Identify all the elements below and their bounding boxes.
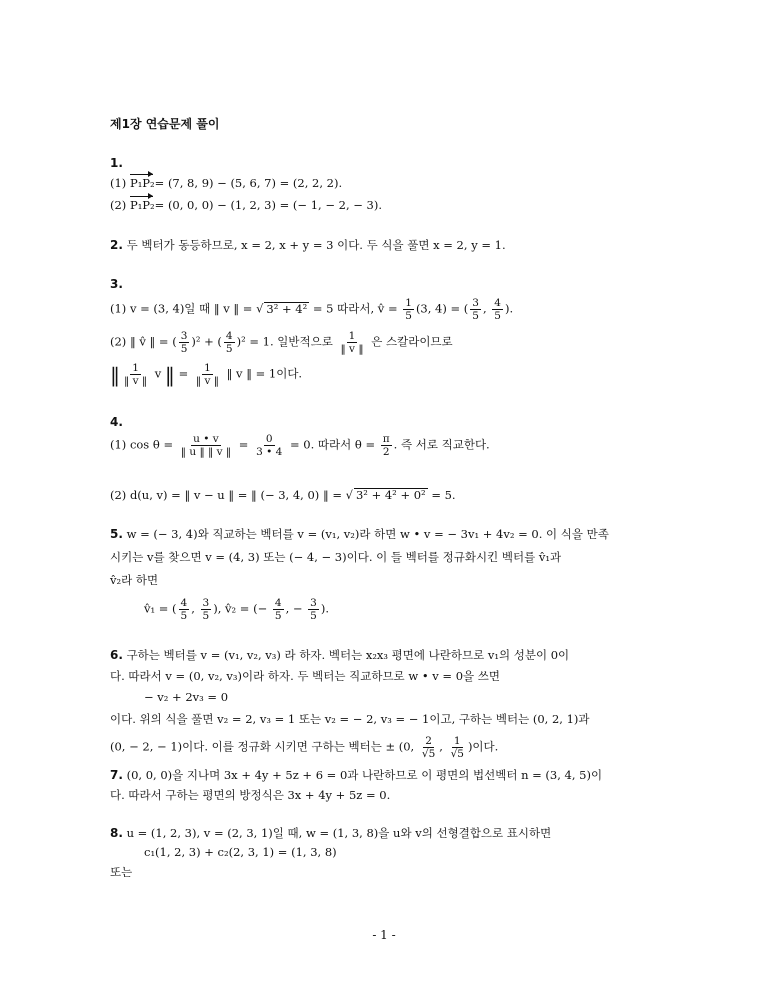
problem-6-line-2: 다. 따라서 v = (0, v₂, v₃)이라 하자. 두 벡터는 직교하므로 w • v = 0을 쓰면 bbox=[110, 669, 501, 683]
fraction: $\frac{2}{√5}$ bbox=[421, 735, 436, 761]
sqrt-radicand: 3² + 4² bbox=[266, 301, 308, 316]
text: )² = 1. 일반적으로 bbox=[236, 334, 337, 349]
equation-text: = (7, 8, 9) − (5, 6, 7) = (2, 2, 2). bbox=[154, 176, 343, 190]
text: w = (− 3, 4)와 직교하는 벡터를 v = (v₁, v₂)라 하면 w • v = − 3v₁ + 4v₂ = 0. 이 식을 만족 bbox=[122, 527, 609, 541]
problem-3-line-1: (1) v = (3, 4)일 때 ‖ v ‖ = √ 3² + 4² = 5 따라서, v̂ = $\frac{1}{5}$ (3, 4) = ( $\frac{3}{5}$ , $\frac{4}{5}$ ). bbox=[110, 297, 514, 323]
problem-1-line-2 bbox=[110, 199, 382, 213]
norm-bar: ‖ bbox=[110, 362, 120, 387]
fraction: $\frac{1}{‖ v ‖}$ bbox=[340, 330, 364, 356]
page-title: 제1장 연습문제 풀이 bbox=[110, 117, 220, 131]
problem-6-line-1 bbox=[110, 648, 569, 663]
problem-5-line-3: v̂₂라 하면 bbox=[110, 573, 159, 587]
norm-bar: ‖ bbox=[164, 362, 175, 387]
fraction: $\frac{\pi}{2}$ bbox=[382, 433, 390, 459]
fraction: $\frac{3}{5}$ bbox=[180, 330, 188, 356]
fraction: $\frac{4}{5}$ bbox=[180, 597, 188, 623]
fraction: $\frac{4}{5}$ bbox=[494, 297, 501, 323]
text: (3, 4) = ( bbox=[415, 301, 469, 316]
text: u = (1, 2, 3), v = (2, 3, 1)일 때, w = (1, 3, 8)을 u와 v의 선형결합으로 표시하면 bbox=[122, 826, 552, 840]
text: (0, 0, 0)을 지나며 3x + 4y + 5z + 6 = 0과 나란하므로 이 평면의 법선벡터 n = (3, 4, 5)이 bbox=[122, 768, 603, 782]
text: (0, − 2, − 1)이다. 이를 정규화 시키면 구하는 벡터는 ± (0, bbox=[110, 739, 418, 754]
text: ). bbox=[504, 301, 514, 316]
text: 은 스칼라이므로 bbox=[367, 334, 453, 349]
problem-6-line-3: − v₂ + 2v₃ = 0 bbox=[144, 690, 229, 704]
problem-5-number: 5. bbox=[110, 527, 123, 541]
problem-2-number: 2. bbox=[110, 238, 123, 252]
problem-3-number: 3. bbox=[110, 277, 123, 291]
problem-6-number: 6. bbox=[110, 648, 123, 662]
text: = 5 따라서, v̂ = bbox=[309, 301, 402, 316]
fraction: $\frac{1}{‖ v ‖}$ bbox=[124, 362, 148, 388]
text: (2) ‖ v̂ ‖ = ( bbox=[110, 334, 177, 349]
text: (1) v = (3, 4)일 때 ‖ v ‖ = bbox=[110, 301, 257, 316]
problem-5-line-1 bbox=[110, 527, 609, 542]
problem-4-line-1 bbox=[110, 433, 490, 458]
text: 구하는 벡터를 v = (v₁, v₂, v₃) 라 하자. 벡터는 x₂x₃ 평면에 나란하므로 v₁의 성분이 0이 bbox=[122, 648, 570, 662]
text: = 5. bbox=[427, 488, 456, 502]
vector-p1p2: P₁P₂ bbox=[129, 198, 155, 212]
fraction: $\frac{1}{5}$ bbox=[405, 297, 412, 323]
text: ‖ v ‖ = 1이다. bbox=[222, 366, 303, 381]
text: = 0. 따라서 θ = bbox=[286, 437, 379, 452]
part-label: (1) bbox=[110, 176, 130, 190]
problem-3-line-3 bbox=[110, 362, 302, 387]
problem-8-line-1 bbox=[110, 826, 551, 841]
fraction: $\frac{1}{‖ v ‖}$ bbox=[195, 362, 219, 388]
text: (2) d(u, v) = ‖ v − u ‖ = ‖ (− 3, 4, 0) ‖ = bbox=[110, 488, 346, 502]
problem-8-line-3: 또는 bbox=[110, 865, 133, 879]
fraction: $\frac{3}{5}$ bbox=[472, 297, 479, 323]
vector-p1p2: P₁P₂ bbox=[129, 176, 155, 190]
text: . 즉 서로 직교한다. bbox=[393, 437, 490, 452]
text: )이다. bbox=[467, 739, 499, 754]
problem-1-number: 1. bbox=[110, 156, 123, 170]
text: (1) cos θ = bbox=[110, 437, 177, 452]
problem-6-line-5: (0, − 2, − 1)이다. 이를 정규화 시키면 구하는 벡터는 ± (0, $\frac{2}{√5}$ , $\frac{1}{√5}$ )이다. bbox=[110, 735, 499, 761]
problem-6-line-4: 이다. 위의 식을 풀면 v₂ = 2, v₃ = 1 또는 v₂ = − 2, v₃ = − 1이고, 구하는 벡터는 (0, 2, 1)과 bbox=[110, 712, 590, 726]
fraction: $\frac{3}{5}$ bbox=[310, 597, 317, 623]
text: ). bbox=[320, 601, 330, 616]
problem-7-line-2: 다. 따라서 구하는 평면의 방정식은 3x + 4y + 5z = 0. bbox=[110, 788, 391, 802]
problem-7-number: 7. bbox=[110, 768, 123, 782]
equation-text: = (0, 0, 0) − (1, 2, 3) = (− 1, − 2, − 3). bbox=[154, 198, 383, 212]
fraction: $\frac{0}{3 • 4}$ bbox=[256, 433, 283, 459]
problem-5-line-2: 시키는 v를 찾으면 v = (4, 3) 또는 (− 4, − 3)이다. 이 들 벡터를 정규화시킨 벡터를 v̂₁과 bbox=[110, 550, 562, 564]
problem-8-line-2: c₁(1, 2, 3) + c₂(2, 3, 1) = (1, 3, 8) bbox=[144, 845, 337, 859]
problem-5-line-4: v̂₁ = ( $\frac{4}{5}$ , $\frac{3}{5}$ ), v̂₂ = (− $\frac{4}{5}$ , − $\frac{3}{5}$ ). bbox=[144, 597, 330, 623]
problem-4-number: 4. bbox=[110, 415, 123, 429]
text: v̂₁ = ( bbox=[144, 601, 177, 616]
text: v bbox=[151, 366, 165, 381]
fraction: $\frac{4}{5}$ bbox=[225, 330, 233, 356]
problem-1-line-1 bbox=[110, 177, 342, 191]
text: = bbox=[174, 366, 192, 381]
fraction: $\frac{4}{5}$ bbox=[274, 597, 282, 623]
fraction: $\frac{1}{√5}$ bbox=[450, 735, 464, 761]
problem-8-number: 8. bbox=[110, 826, 123, 840]
problem-3-line-2 bbox=[110, 330, 453, 355]
page-number: - 1 - bbox=[372, 928, 396, 942]
text: = bbox=[235, 437, 253, 452]
problem-2-text: 두 벡터가 동등하므로, x = 2, x + y = 3 이다. 두 식을 풀면 x = 2, y = 1. bbox=[122, 238, 506, 252]
fraction: $\frac{3}{5}$ bbox=[202, 597, 210, 623]
sqrt-radicand: 3² + 4² + 0² bbox=[355, 488, 426, 502]
problem-2 bbox=[110, 238, 506, 253]
fraction: $\frac{u • v}{‖ u ‖ ‖ v ‖}$ bbox=[180, 433, 232, 459]
problem-4-line-2: (2) d(u, v) = ‖ v − u ‖ = ‖ (− 3, 4, 0) ‖ = √ 3² + 4² + 0² = 5. bbox=[110, 488, 456, 502]
part-label: (2) bbox=[110, 198, 130, 212]
text: ), v̂₂ = (− bbox=[213, 601, 271, 616]
text: , − bbox=[285, 601, 307, 616]
problem-7-line-1 bbox=[110, 768, 602, 783]
text: )² + ( bbox=[191, 334, 222, 349]
